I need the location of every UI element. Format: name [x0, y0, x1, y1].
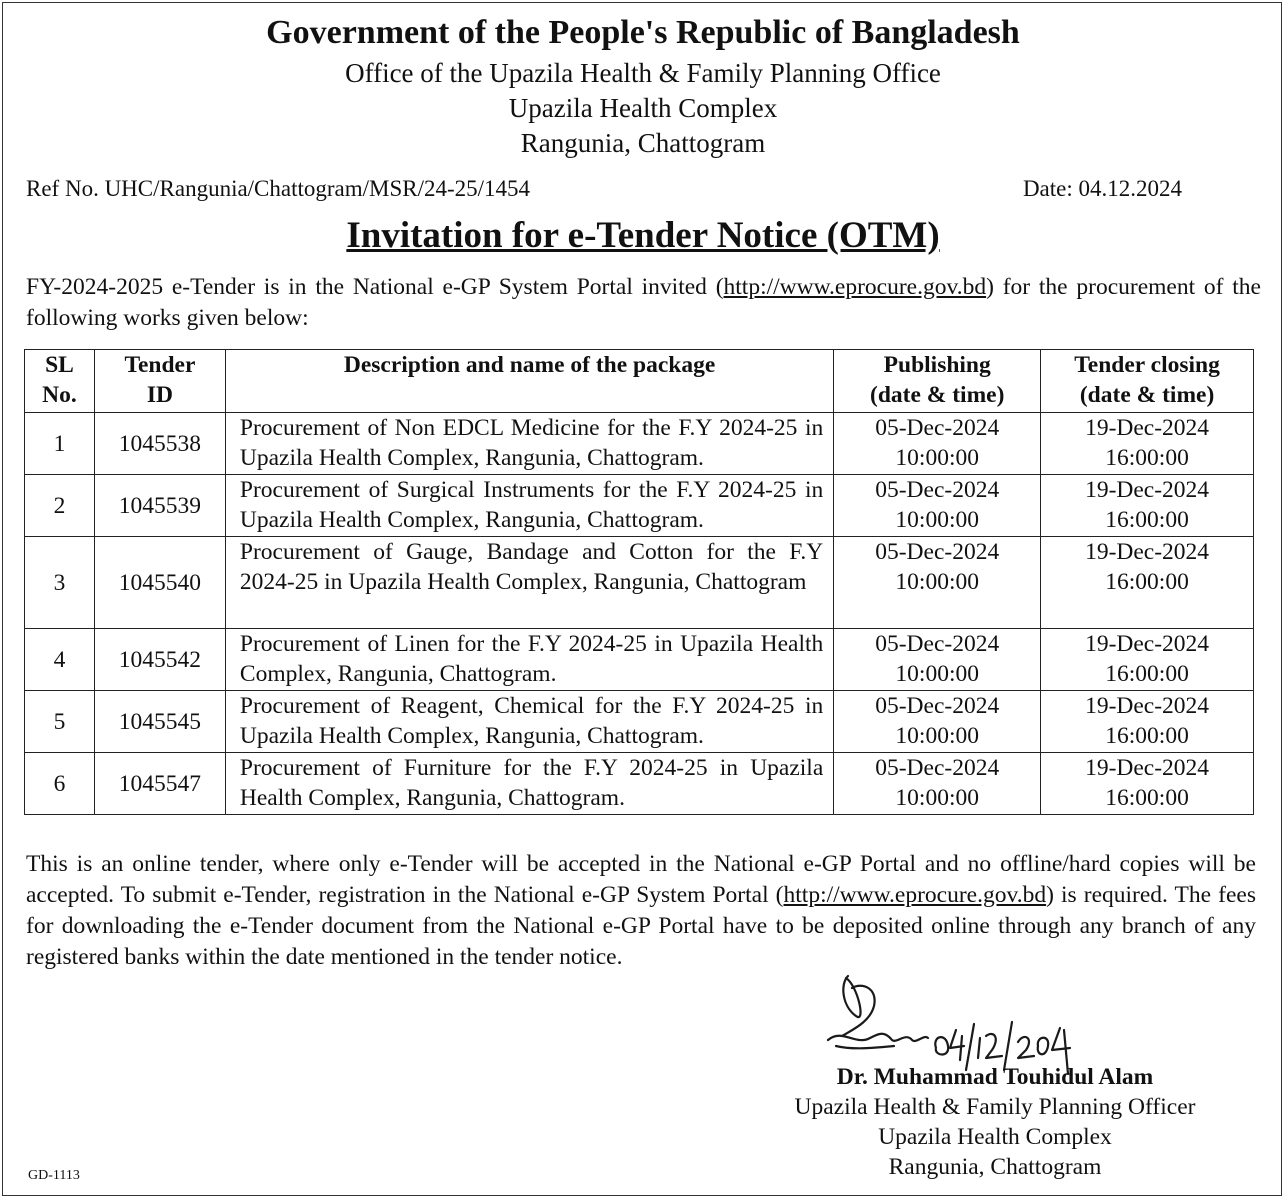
sl-cell: 1 [25, 413, 95, 475]
description-cell: Procurement of Surgical Instruments for the F.Y 2024-25 in Upazila Health Complex, Rangunia, Chattogram. [225, 475, 833, 537]
col-header-description: Description and name of the package [225, 350, 833, 413]
description-cell: Procurement of Linen for the F.Y 2024-25 in Upazila Health Complex, Rangunia, Chattogram. [225, 629, 833, 691]
closing-cell: 19-Dec-2024 16:00:00 [1041, 537, 1254, 629]
signatory-complex: Upazila Health Complex [878, 1124, 1112, 1150]
reference-number: Ref No. UHC/Rangunia/Chattogram/MSR/24-25/1454 [26, 176, 531, 201]
eprocure-link-footer[interactable]: http://www.eprocure.gov.bd [783, 882, 1047, 908]
signatory-designation: Upazila Health & Family Planning Officer [794, 1094, 1196, 1120]
sl-cell: 2 [25, 475, 95, 537]
description-cell: Procurement of Furniture for the F.Y 2024-25 in Upazila Health Complex, Rangunia, Chattogram. [225, 753, 833, 815]
office-name: Office of the Upazila Health & Family Planning Office [345, 58, 941, 88]
sl-cell: 6 [25, 753, 95, 815]
signatory-name: Dr. Muhammad Touhidul Alam [836, 1064, 1154, 1090]
table-row [25, 629, 1254, 691]
publishing-cell: 05-Dec-2024 10:00:00 [834, 413, 1041, 475]
publishing-cell: 05-Dec-2024 10:00:00 [834, 475, 1041, 537]
notice-date: Date: 04.12.2024 [1022, 176, 1182, 201]
table-row [25, 413, 1254, 475]
sl-cell: 5 [25, 691, 95, 753]
tender-id-cell: 1045547 [94, 753, 225, 815]
footer-text-a: This is an online tender, where only e-Tender will be accepted in the National e-GP Portal and no offline/hard copies will be accepted. To submit e-Tender, registration in the National e-GP System Portal ( [26, 851, 1256, 908]
publishing-cell: 05-Dec-2024 10:00:00 [834, 629, 1041, 691]
tender-id-cell: 1045542 [94, 629, 225, 691]
intro-text-b: ) for the procurement of the following works given below: [26, 274, 1261, 331]
government-heading: Government of the People's Republic of Bangladesh [266, 14, 1020, 51]
tender-id-cell: 1045539 [94, 475, 225, 537]
publishing-cell: 05-Dec-2024 10:00:00 [834, 753, 1041, 815]
sl-cell: 3 [25, 537, 95, 629]
location-name: Rangunia, Chattogram [520, 128, 766, 158]
tender-id-cell: 1045545 [94, 691, 225, 753]
publishing-cell: 05-Dec-2024 10:00:00 [834, 537, 1041, 629]
table-row [25, 475, 1254, 537]
col-header-tender-id: Tender ID [94, 350, 225, 413]
description-cell: Procurement of Gauge, Bandage and Cotton for the F.Y 2024-25 in Upazila Health Complex, Rangunia, Chattogram [225, 537, 833, 629]
description-cell: Procurement of Reagent, Chemical for the F.Y 2024-25 in Upazila Health Complex, Rangunia, Chattogram. [225, 691, 833, 753]
closing-cell: 19-Dec-2024 16:00:00 [1041, 691, 1254, 753]
tender-id-cell: 1045540 [94, 537, 225, 629]
intro-text-a: FY-2024-2025 e-Tender is in the National e-GP System Portal invited ( [26, 274, 724, 300]
col-header-publishing: Publishing (date & time) [834, 350, 1041, 413]
table-row [25, 537, 1254, 629]
sl-cell: 4 [25, 629, 95, 691]
table-header-row [25, 350, 1254, 413]
publishing-cell: 05-Dec-2024 10:00:00 [834, 691, 1041, 753]
footer-text-b: ) is required. The fees for downloading the e-Tender document from the National e-GP Portal have to be deposited online through any branch of any registered banks within the date mentioned in the tender notice. [26, 882, 1257, 970]
notice-code: GD-1113 [28, 1168, 80, 1183]
description-cell: Procurement of Non EDCL Medicine for the F.Y 2024-25 in Upazila Health Complex, Rangunia, Chattogram. [225, 413, 833, 475]
closing-cell: 19-Dec-2024 16:00:00 [1041, 475, 1254, 537]
tender-id-cell: 1045538 [94, 413, 225, 475]
eprocure-link[interactable]: http://www.eprocure.gov.bd [723, 274, 987, 300]
table-row [25, 691, 1254, 753]
closing-cell: 19-Dec-2024 16:00:00 [1041, 629, 1254, 691]
col-header-closing: Tender closing (date & time) [1041, 350, 1254, 413]
closing-cell: 19-Dec-2024 16:00:00 [1041, 413, 1254, 475]
intro-paragraph [26, 272, 1261, 334]
table-row [25, 753, 1254, 815]
footer-paragraph [26, 849, 1256, 973]
closing-cell: 19-Dec-2024 16:00:00 [1041, 753, 1254, 815]
signatory-location: Rangunia, Chattogram [888, 1154, 1102, 1180]
col-header-sl: SL No. [25, 350, 95, 413]
handwritten-signature [822, 966, 1082, 1076]
tender-table [24, 349, 1254, 815]
complex-name: Upazila Health Complex [508, 93, 778, 123]
notice-title: Invitation for e-Tender Notice (OTM) [346, 215, 940, 256]
